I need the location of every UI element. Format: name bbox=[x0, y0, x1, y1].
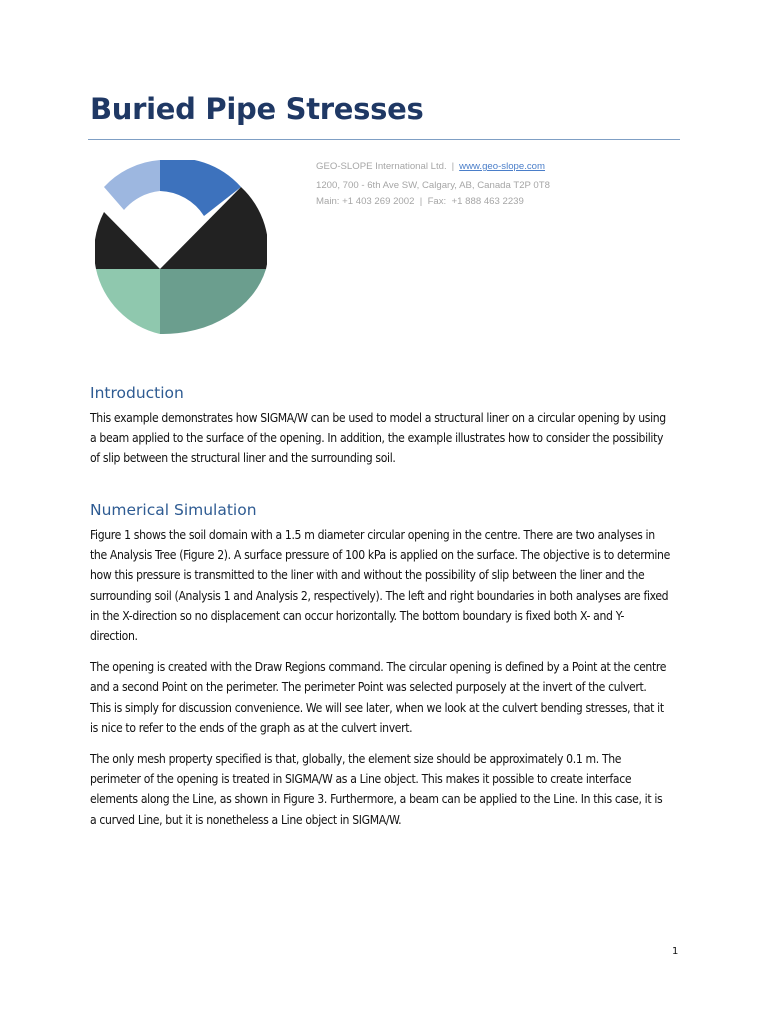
contact-block bbox=[316, 159, 550, 210]
heading-introduction: Introduction bbox=[90, 384, 184, 402]
heading-numerical-simulation: Numerical Simulation bbox=[90, 501, 257, 519]
paragraph: Figure 1 shows the soil domain with a 1.5 m diameter circular opening in the centre. There are two analyses in the Analysis Tree (Figure 2). A surface pressure of 100 kPa is applied on the surface. The objective is to determine how this pressure is transmitted to the liner with and without the possibility of slip between the liner and the surrounding soil (Analysis 1 and Analysis 2, respectively). The left and right boundaries in both analyses are fixed in the X-direction so no displacement can occur horizontally. The bottom boundary is fixed both X- and Y-direction. bbox=[90, 528, 670, 644]
paragraph: The opening is created with the Draw Regions command. The circular opening is defined by a Point at the centre and a second Point on the perimeter. The perimeter Point was selected purposely at the invert of the culvert. This is simply for discussion convenience. We will see later, when we look at the culvert bending stresses, that it is nice to refer to the ends of the graph as at the culvert invert. bbox=[90, 660, 667, 735]
company-line: GEO-SLOPE International Ltd. | www.geo-slope.com bbox=[316, 161, 546, 172]
logo-segment-light-green bbox=[96, 269, 160, 334]
geo-slope-logo bbox=[95, 160, 267, 336]
logo-segment-black-left bbox=[95, 212, 160, 269]
logo-segment-light-blue bbox=[104, 160, 160, 210]
company-name: GEO-SLOPE International Ltd. bbox=[316, 161, 447, 172]
paragraph: This example demonstrates how SIGMA/W can be used to model a structural liner on a circular opening by using a beam applied to the surface of the opening. In addition, the example illustrates how to consider the possibility of slip between the structural liner and the surrounding soil. bbox=[90, 411, 666, 466]
phone-line: Main: +1 403 269 2002 | Fax: +1 888 463 2239 bbox=[316, 196, 524, 207]
address-line: 1200, 700 - 6th Ave SW, Calgary, AB, Canada T2P 0T8 bbox=[316, 180, 550, 191]
section-numerical-simulation bbox=[90, 501, 670, 841]
paragraph: The only mesh property specified is that, globally, the element size should be approximately 0.1 m. The perimeter of the opening is treated in SIGMA/W as a Line object. This makes it possible to create interface elements along the Line, as shown in Figure 3. Furthermore, a beam can be applied to the Line. In this case, it is a curved Line, but it is nonetheless a Line object in SIGMA/W. bbox=[90, 752, 663, 827]
page-number: 1 bbox=[672, 946, 679, 957]
page-title: Buried Pipe Stresses bbox=[90, 92, 424, 126]
website-link[interactable]: www.geo-slope.com bbox=[459, 161, 546, 172]
section-introduction bbox=[90, 384, 670, 480]
logo-segment-dark-green bbox=[160, 269, 266, 334]
title-divider bbox=[88, 139, 680, 140]
